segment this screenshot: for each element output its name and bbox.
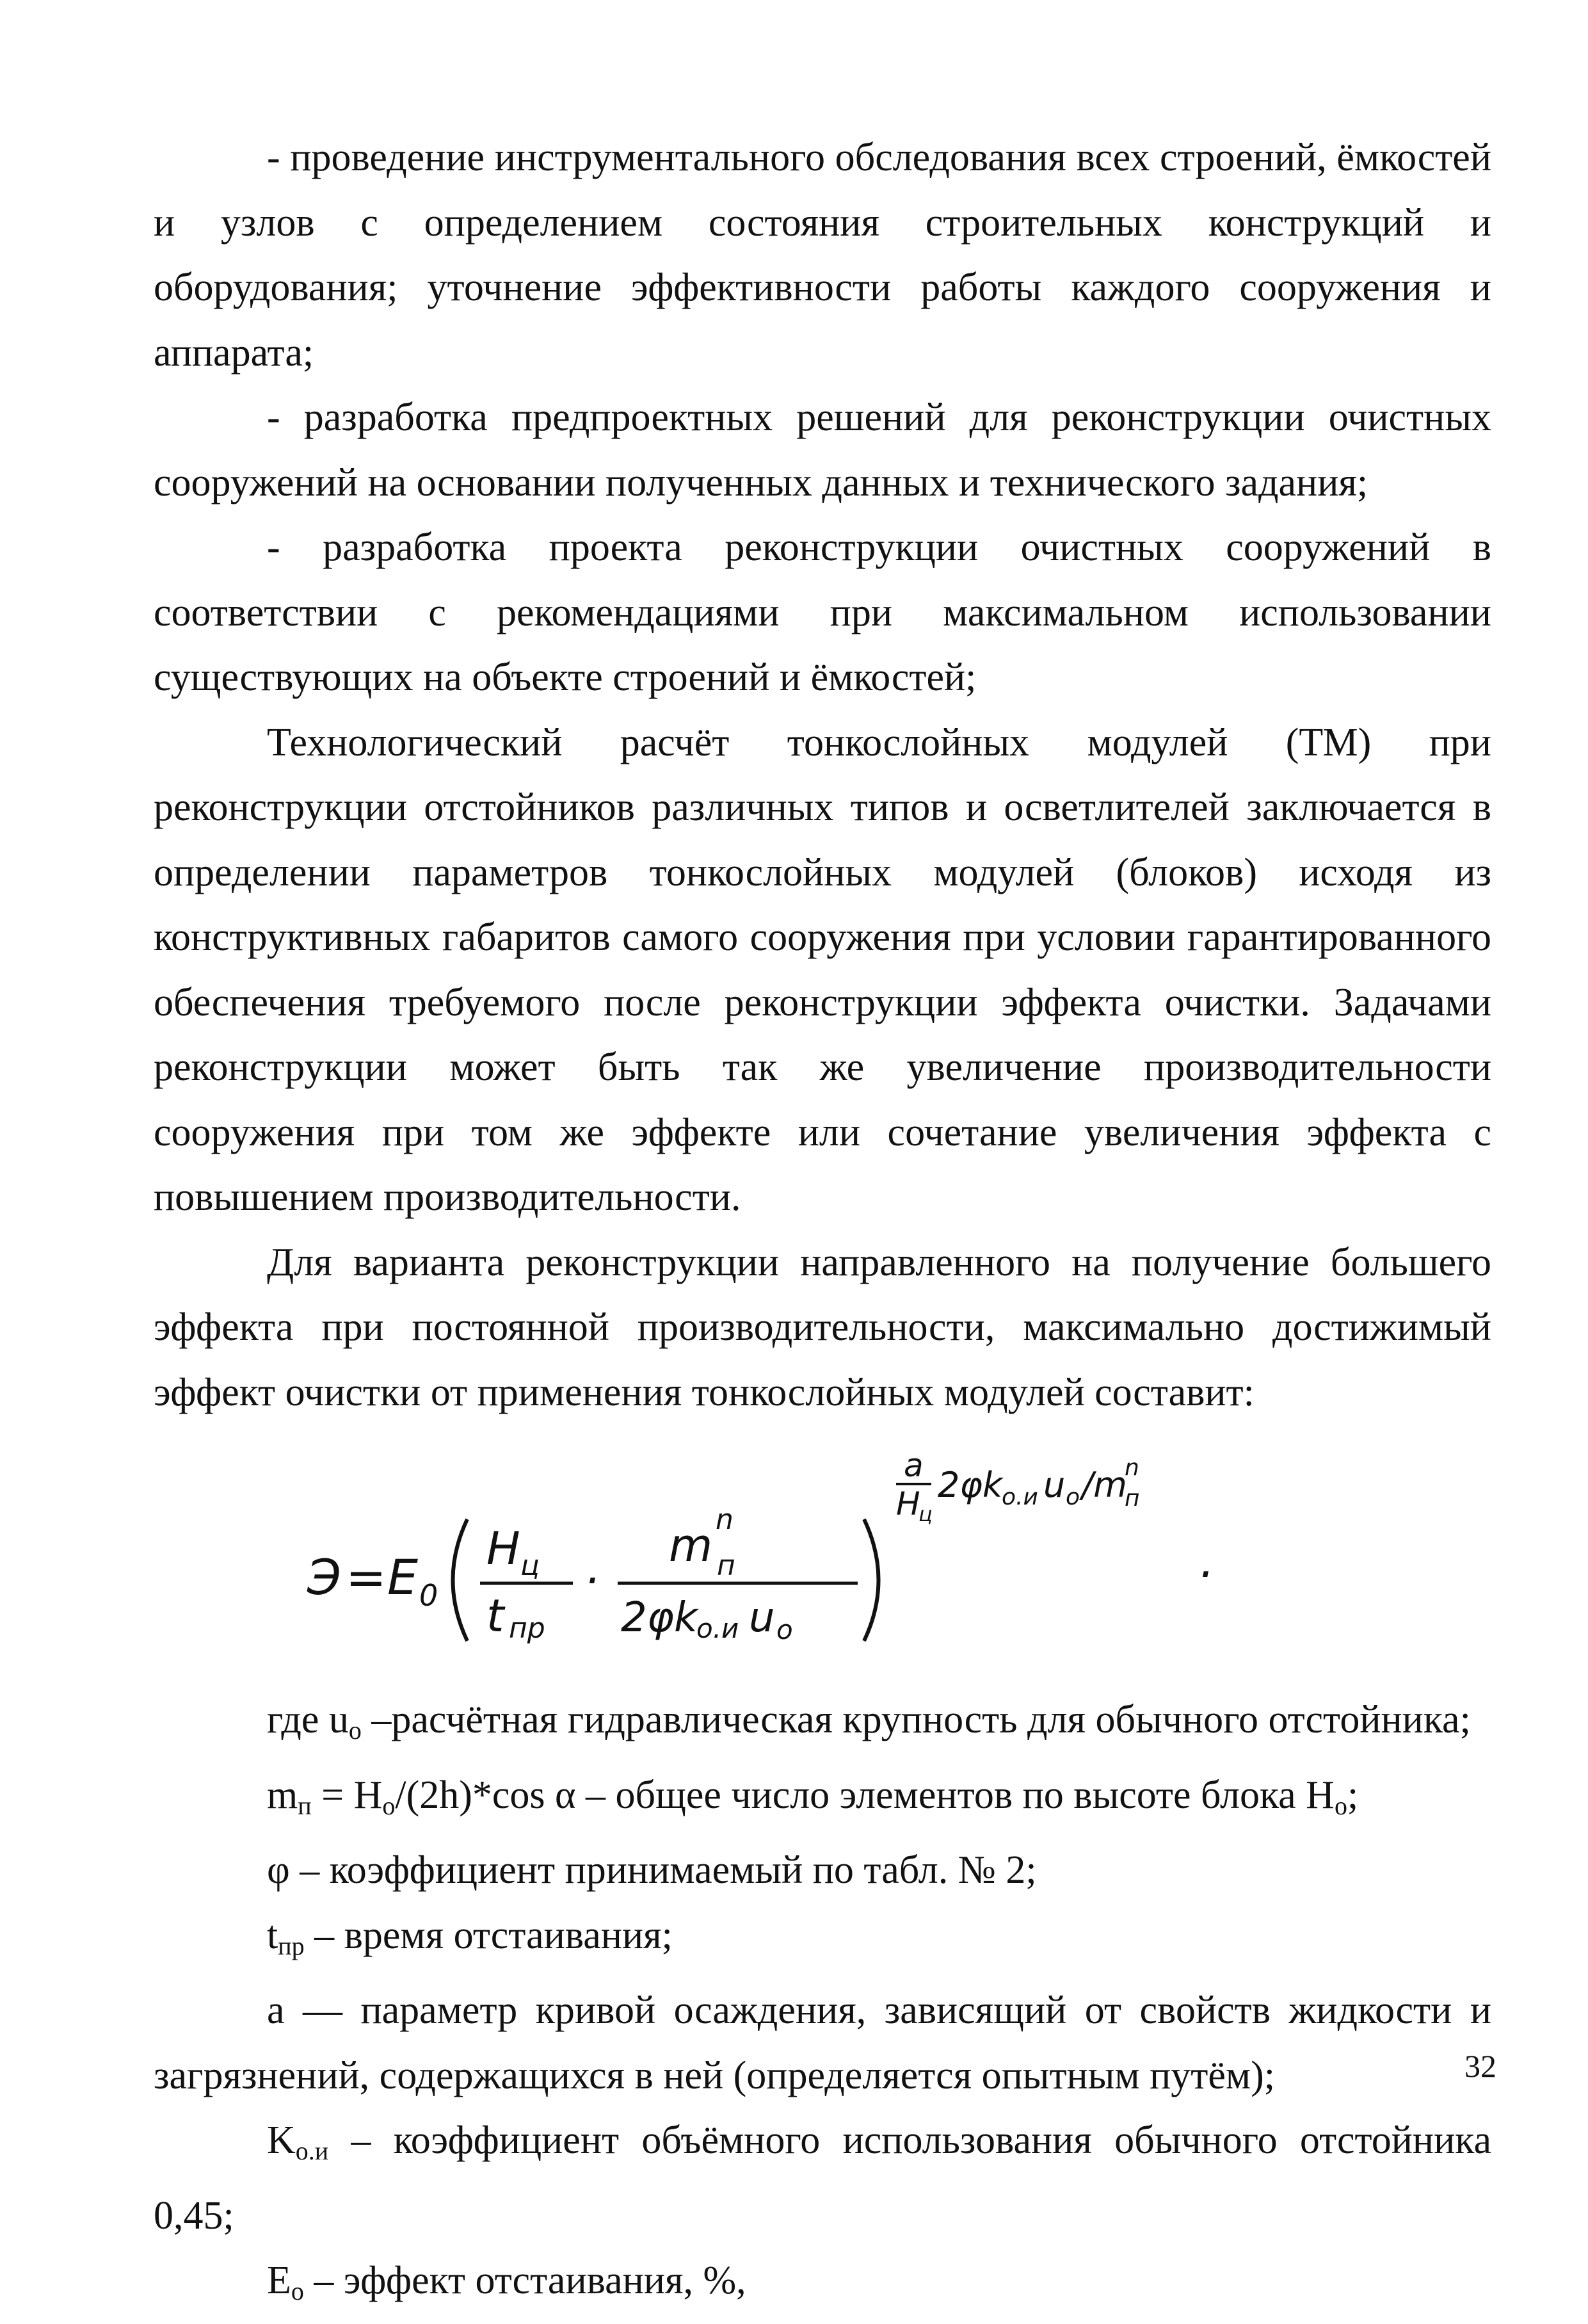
formula-num2: m <box>669 1519 713 1572</box>
definition-koi-text: – коэффициент объёмного использования обычного отстойника 0,45; <box>154 2118 1491 2238</box>
formula-exp-u: u <box>1043 1465 1066 1505</box>
formula-exp-u-sub: о <box>1066 1484 1080 1510</box>
definition-tpr <box>154 1903 1491 1979</box>
formula-exp-k-sub: о.и <box>1002 1484 1038 1510</box>
formula-exp-rest: 2φk <box>938 1465 1003 1505</box>
definition-mp-text-2: /(2h)*cos α – общее число элементов по высоте блока H <box>395 1773 1335 1817</box>
formula-exp-frac-den: H <box>896 1485 920 1522</box>
definition-mp-sub-3: о <box>1334 1791 1347 1820</box>
definition-tpr-label: t <box>267 1913 278 1957</box>
paragraph-reconstruction-project: - разработка проекта реконструкции очистных сооружений в соответствии с рекомендациями при максимальном использовании существующих на объекте строений и ёмкостей; <box>154 526 1491 699</box>
definition-mp-text-1: = H <box>311 1773 383 1817</box>
paragraph-reconstruction-variant: Для варианта реконструкции направленного на получение большего эффекта при постоянной производительности, максимально достижимый эффект очистки от применения тонкослойных модулей составит: <box>154 1240 1491 1414</box>
formula-num1: H <box>486 1522 520 1575</box>
formula-trailing-dot: . <box>1200 1535 1215 1588</box>
formula-num2-sup: n <box>716 1503 734 1536</box>
definition-mp-sub: п <box>298 1791 312 1820</box>
formula-exp-frac-den-sub: ц <box>918 1502 933 1526</box>
definition-mp-text-3: ; <box>1347 1773 1359 1817</box>
formula-exp-slash: /m <box>1082 1465 1127 1505</box>
definition-u0-label: где u <box>267 1698 349 1741</box>
formula-equals: = <box>346 1549 387 1606</box>
effect-formula-drawing <box>301 1426 1261 1682</box>
definition-e0 <box>154 2248 1491 2324</box>
definition-u0-text: –расчётная гидравлическая крупность для обычного отстойника; <box>361 1698 1471 1741</box>
paragraph-preproject-solutions: - разработка предпроектных решений для реконструкции очистных сооружений на основании полученных данных и технического задания; <box>154 396 1491 504</box>
formula-dot: · <box>584 1554 599 1607</box>
formula-den2-u: u <box>749 1594 775 1642</box>
definition-koi <box>154 2108 1491 2248</box>
definition-tpr-sub: пр <box>278 1931 305 1960</box>
formula-exp-m-sup: n <box>1125 1455 1139 1481</box>
definition-mp-sub-2: о <box>382 1791 396 1820</box>
formula-exp-frac-num: a <box>904 1447 924 1484</box>
paragraph-technological-calculation: Технологический расчёт тонкослойных модулей (ТМ) при реконструкции отстойников различных типов и осветлителей заключается в определении параметров тонкослойных модулей (блоков) исходя из конструктивных габаритов самого сооружения при условии гарантированного обеспечения требуемого после реконструкции эффекта очистки. Задачами реконструкции может быть так же увеличение производительности сооружения при том же эффекте или сочетание увеличения эффекта с повышением производительности. <box>154 720 1491 1219</box>
definition-u0 <box>154 1688 1491 1763</box>
formula-lhs: Э <box>307 1549 342 1606</box>
page-number: 32 <box>1464 2048 1496 2084</box>
formula-den2-u-sub: о <box>776 1614 793 1645</box>
definition-mp-label: m <box>267 1773 298 1817</box>
formula-e0-sub: 0 <box>419 1578 438 1613</box>
definition-koi-label: K <box>267 2118 296 2162</box>
formula-exp-m-sub: п <box>1125 1485 1140 1512</box>
definition-koi-sub: о.и <box>295 2136 329 2165</box>
document-page <box>154 125 1491 2324</box>
formula-num1-sub: ц <box>520 1549 540 1582</box>
definition-tpr-text: – время отстаивания; <box>304 1913 673 1957</box>
formula-right-paren <box>864 1519 879 1641</box>
formula-den2: 2φk <box>621 1594 698 1642</box>
definition-e0-text: – эффект отстаивания, %, <box>303 2259 746 2302</box>
formula-den1-sub: пр <box>509 1612 545 1645</box>
formula-den2-sub: о.и <box>696 1613 739 1644</box>
formula-num2-sub: п <box>717 1549 735 1582</box>
definition-e0-sub: о <box>291 2277 304 2305</box>
formula-e0: E <box>387 1549 419 1606</box>
definition-e0-label: E <box>267 2259 291 2302</box>
definition-a: a — параметр кривой осаждения, зависящий от свойств жидкости и загрязнений, содержащихся в ней (определяется опытным путём); <box>154 1989 1491 2097</box>
definition-u0-sub: о <box>348 1716 362 1745</box>
definition-mp <box>154 1763 1491 1839</box>
paragraph-instrumental-survey: - проведение инструментального обследования всех строений, ёмкостей и узлов с определением состояния строительных конструкций и оборудования; уточнение эффективности работы каждого сооружения и аппарата; <box>154 136 1491 375</box>
definition-phi: φ – коэффициент принимаемый по табл. № 2; <box>267 1848 1037 1892</box>
formula-den1: t <box>486 1590 504 1642</box>
definitions-list <box>154 1688 1491 2324</box>
effect-formula <box>154 1426 1491 1682</box>
formula-left-paren <box>453 1519 468 1641</box>
